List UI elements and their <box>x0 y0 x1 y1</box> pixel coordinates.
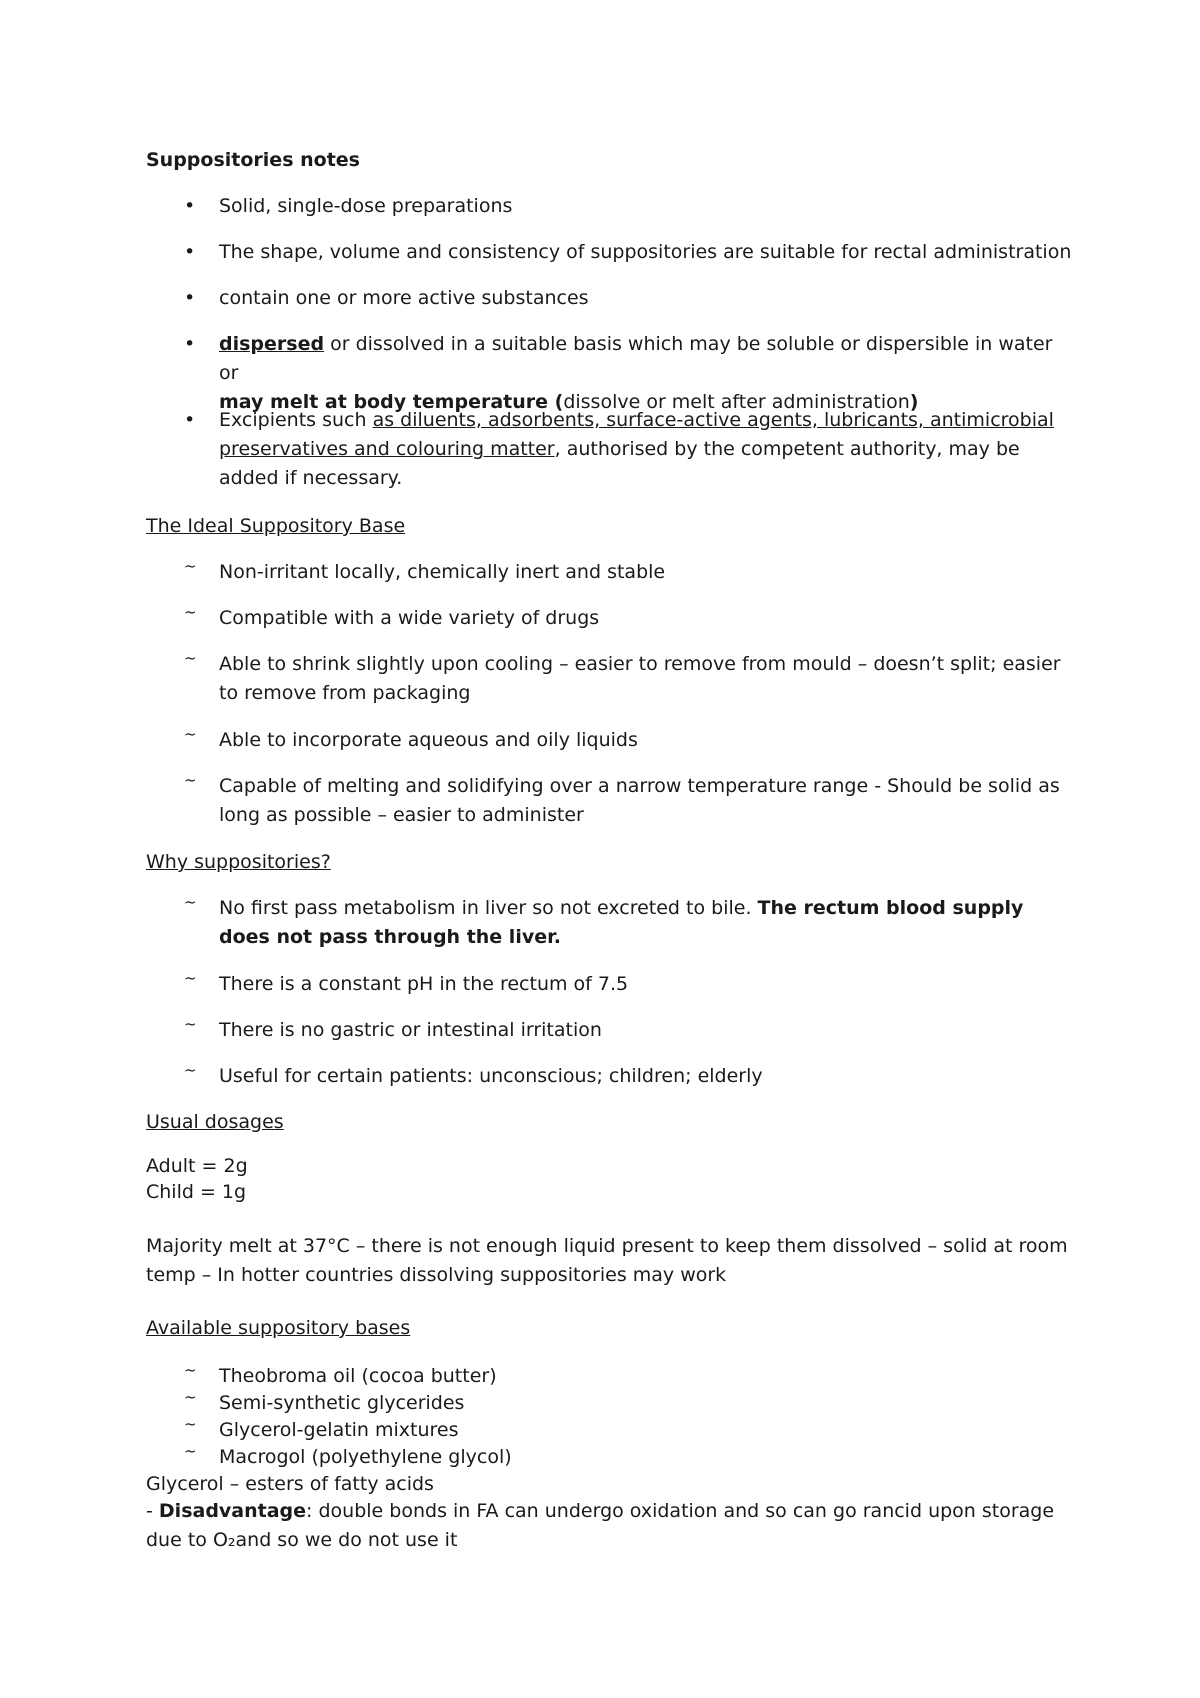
tilde-icon: ~ <box>184 1061 197 1079</box>
tilde-icon: ~ <box>184 1015 197 1033</box>
bullet-icon: • <box>184 287 196 309</box>
section-heading: Available suppository bases <box>146 1317 411 1339</box>
melting-note: Majority melt at 37°C – there is not enough liquid present to keep them dissolved – solid at room temp – In hotter countries dissolving suppositories may work <box>146 1235 1068 1286</box>
tilde-icon: ~ <box>184 725 197 743</box>
bullet-icon: • <box>184 333 196 355</box>
bullet-icon: • <box>184 241 196 263</box>
tilde-icon: ~ <box>184 603 197 621</box>
tilde-icon: ~ <box>184 1415 197 1433</box>
bullet-icon: • <box>184 195 196 217</box>
child-dosage: Child = 1g <box>146 1181 247 1203</box>
tilde-icon: ~ <box>184 649 197 667</box>
document-title: Suppositories notes <box>146 149 360 171</box>
bullet-icon: • <box>184 409 196 431</box>
tilde-icon: ~ <box>184 1388 197 1406</box>
tilde-icon: ~ <box>184 557 197 575</box>
tilde-icon: ~ <box>184 893 197 911</box>
tilde-icon: ~ <box>184 771 197 789</box>
section-heading: Usual dosages <box>146 1111 284 1133</box>
glycerol-note: Glycerol – esters of fatty acids <box>146 1473 434 1495</box>
section-heading: Why suppositories? <box>146 851 331 873</box>
tilde-icon: ~ <box>184 1361 197 1379</box>
tilde-icon: ~ <box>184 1442 197 1460</box>
tilde-icon: ~ <box>184 969 197 987</box>
adult-dosage: Adult = 2g <box>146 1155 248 1177</box>
section-heading: The Ideal Suppository Base <box>146 515 406 537</box>
disadvantage-note: - Disadvantage: double bonds in FA can undergo oxidation and so can go rancid upon storage due to O₂and so we do not use it <box>146 1500 1055 1551</box>
